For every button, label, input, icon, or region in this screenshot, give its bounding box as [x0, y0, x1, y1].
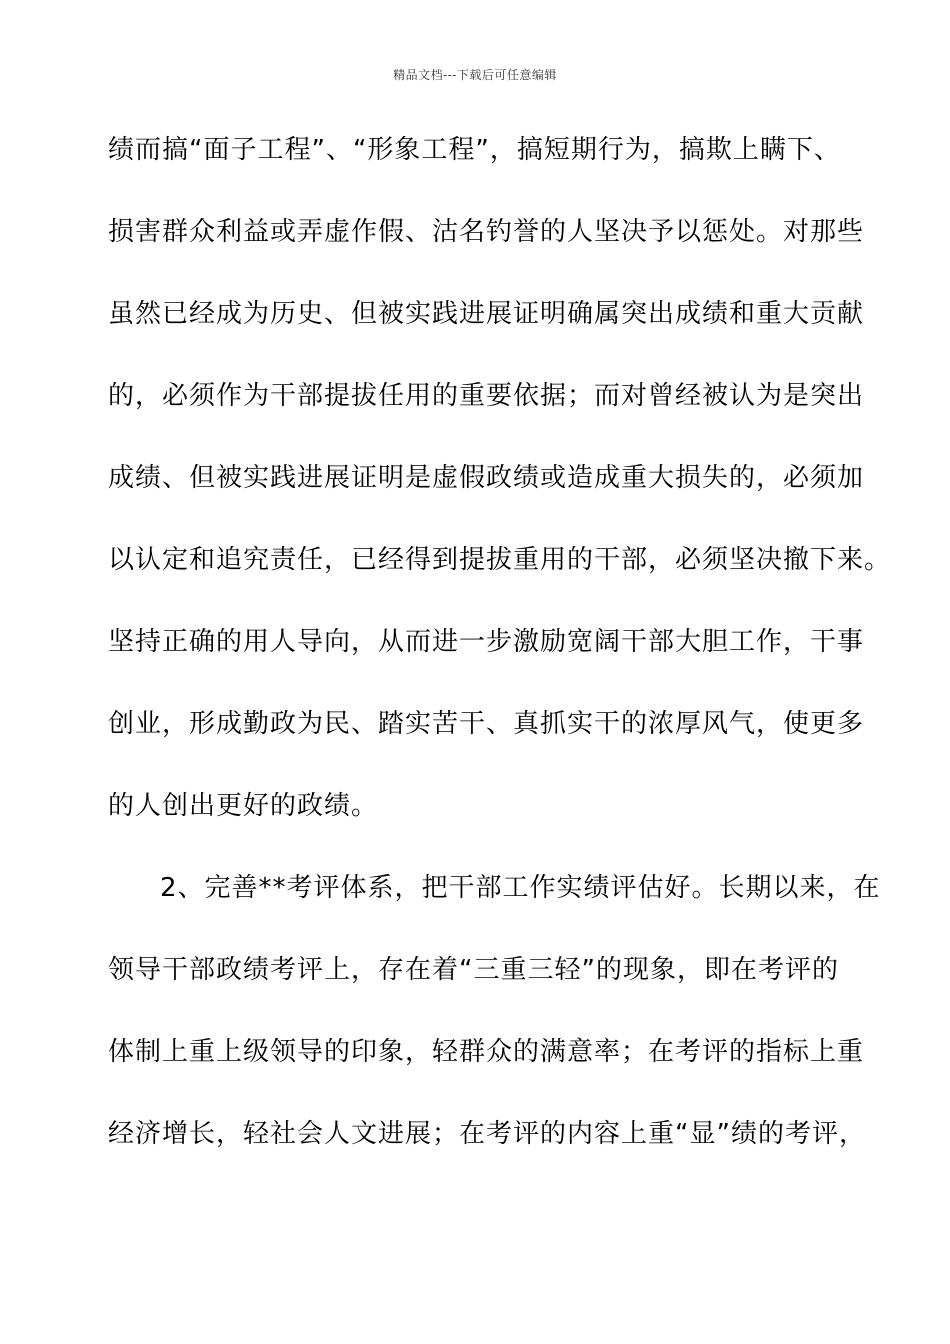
page-header: 精品文档---下载后可任意编辑: [393, 68, 557, 82]
paragraph-line: 成绩、但被实践进展证明是虚假政绩或造成重大损失的，必须加: [108, 463, 865, 493]
paragraph-line: 的，必须作为干部提拔任用的重要依据；而对曾经被认为是突出: [108, 381, 865, 411]
paragraph-line: 经济增长，轻社会人文进展；在考评的内容上重“显”绩的考评，: [108, 1119, 866, 1149]
paragraph-line: 损害群众利益或弄虚作假、沽名钓誉的人坚决予以惩处。对那些: [108, 217, 865, 247]
paragraph-line: 绩而搞“面子工程”、“形象工程”，搞短期行为，搞欺上瞒下、: [108, 135, 841, 165]
section-heading-line: 2、完善**考评体系，把干部工作实绩评估好。长期以来，在: [160, 873, 881, 903]
paragraph-line: 虽然已经成为历史、但被实践进展证明确属突出成绩和重大贡献: [108, 299, 865, 329]
paragraph-line: 领导干部政绩考评上，存在着“三重三轻”的现象，即在考评的: [108, 955, 839, 985]
paragraph-line: 的人创出更好的政绩。: [108, 791, 379, 821]
paragraph-line: 创业，形成勤政为民、踏实苦干、真抓实干的浓厚风气，使更多: [108, 709, 865, 739]
document-body: [108, 128, 892, 1194]
paragraph-line: 体制上重上级领导的印象，轻群众的满意率；在考评的指标上重: [108, 1037, 865, 1067]
paragraph-line: 以认定和追究责任，已经得到提拔重用的干部，必须坚决撤下来。: [108, 545, 892, 575]
paragraph-line: 坚持正确的用人导向，从而进一步激励宽阔干部大胆工作，干事: [108, 627, 865, 657]
